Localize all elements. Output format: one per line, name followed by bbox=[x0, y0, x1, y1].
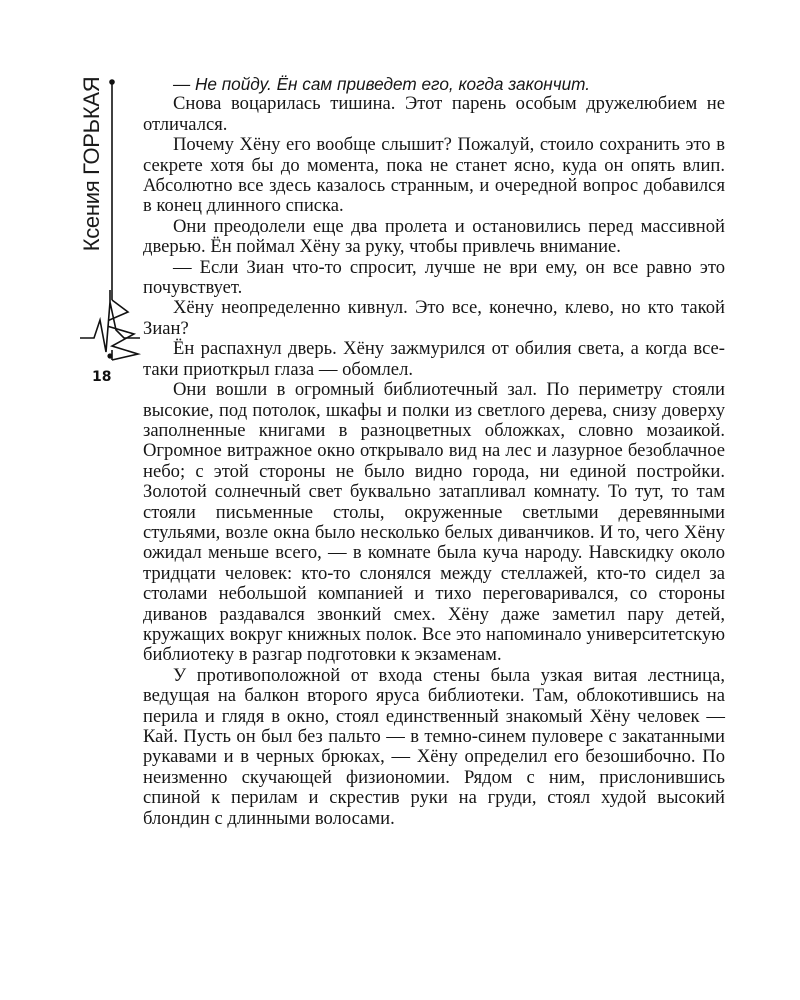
paragraph: У противоположной от входа стены была узкая витая лестница, ведущая на балкон второго яруса библиотеки. Там, облокотившись на перила и глядя в окно, стоял единственный знакомый Хёну человек — Кай. Пусть он был без пальто — в темно-синем пуловере с закатанными рукавами и в черных брюках, — Хёну определил его безошибочно. По неизменно скучающей физиономии. Рядом с ним, прислонившись спиной к перилам и скрестив руки на груди, стоял худой высокий блондин с длинными волосами. bbox=[143, 664, 725, 829]
paragraph: Они преодолели еще два пролета и остановились перед массивной дверью. Ён поймал Хёну за руку, чтобы привлечь внимание. bbox=[143, 215, 725, 258]
paragraph: Ён распахнул дверь. Хёну зажмурился от обилия света, а когда все-таки приоткрыл глаза — обомлел. bbox=[143, 338, 725, 380]
paragraph: Снова воцарилась тишина. Этот парень особым дружелюбием не отличался. bbox=[143, 93, 725, 135]
paragraph: Хёну неопределенно кивнул. Это все, конечно, клево, но кто такой Зиан? bbox=[143, 297, 725, 339]
body-text bbox=[143, 74, 725, 829]
author-name: Ксения ГОРЬКАЯ bbox=[79, 76, 104, 252]
paragraph: — Если Зиан что-то спросит, лучше не ври ему, он все равно это почувствует. bbox=[143, 256, 725, 299]
page-number: 18 bbox=[92, 369, 112, 385]
paragraph: Они вошли в огромный библиотечный зал. По периметру стояли высокие, под потолок, шкафы и полки из светлого дерева, снизу доверху заполненные книгами в разноцветных обложках, словно мозаикой. Огромное витражное окно открывало вид на лес и лазурное безоблачное небо; с этой стороны не было видно города, ни единой постройки. Золотой солнечный свет буквально затапливал комнату. То тут, то там стояли письменные столы, окруженные светлыми деревянными стульями, возле окна было несколько белых диванчиков. И то, чего Хёну ожидал меньше всего, — в комнате была куча народу. Навскидку около тридцати человек: кто-то слонялся между стеллажей, кто-то сидел за столами небольшой компанией и тихо переговаривался, со стороны диванов раздавался звонкий смех. Хёну даже заметил пару детей, кружащих вокруг книжных полок. Все это напоминало университетскую библиотеку в разгар подготовки к экзаменам. bbox=[143, 379, 725, 666]
paragraph: — Не пойду. Ён сам приведет его, когда закончит. bbox=[173, 74, 591, 94]
zigzag-icon bbox=[80, 290, 140, 360]
paragraph: Почему Хёну его вообще слышит? Пожалуй, стоило сохранить это в секрете хотя бы до момента, пока не станет ясно, куда он опять влип. Абсолютно все здесь казалось странным, и очередной вопрос добавился в конец длинного списка. bbox=[143, 134, 725, 217]
